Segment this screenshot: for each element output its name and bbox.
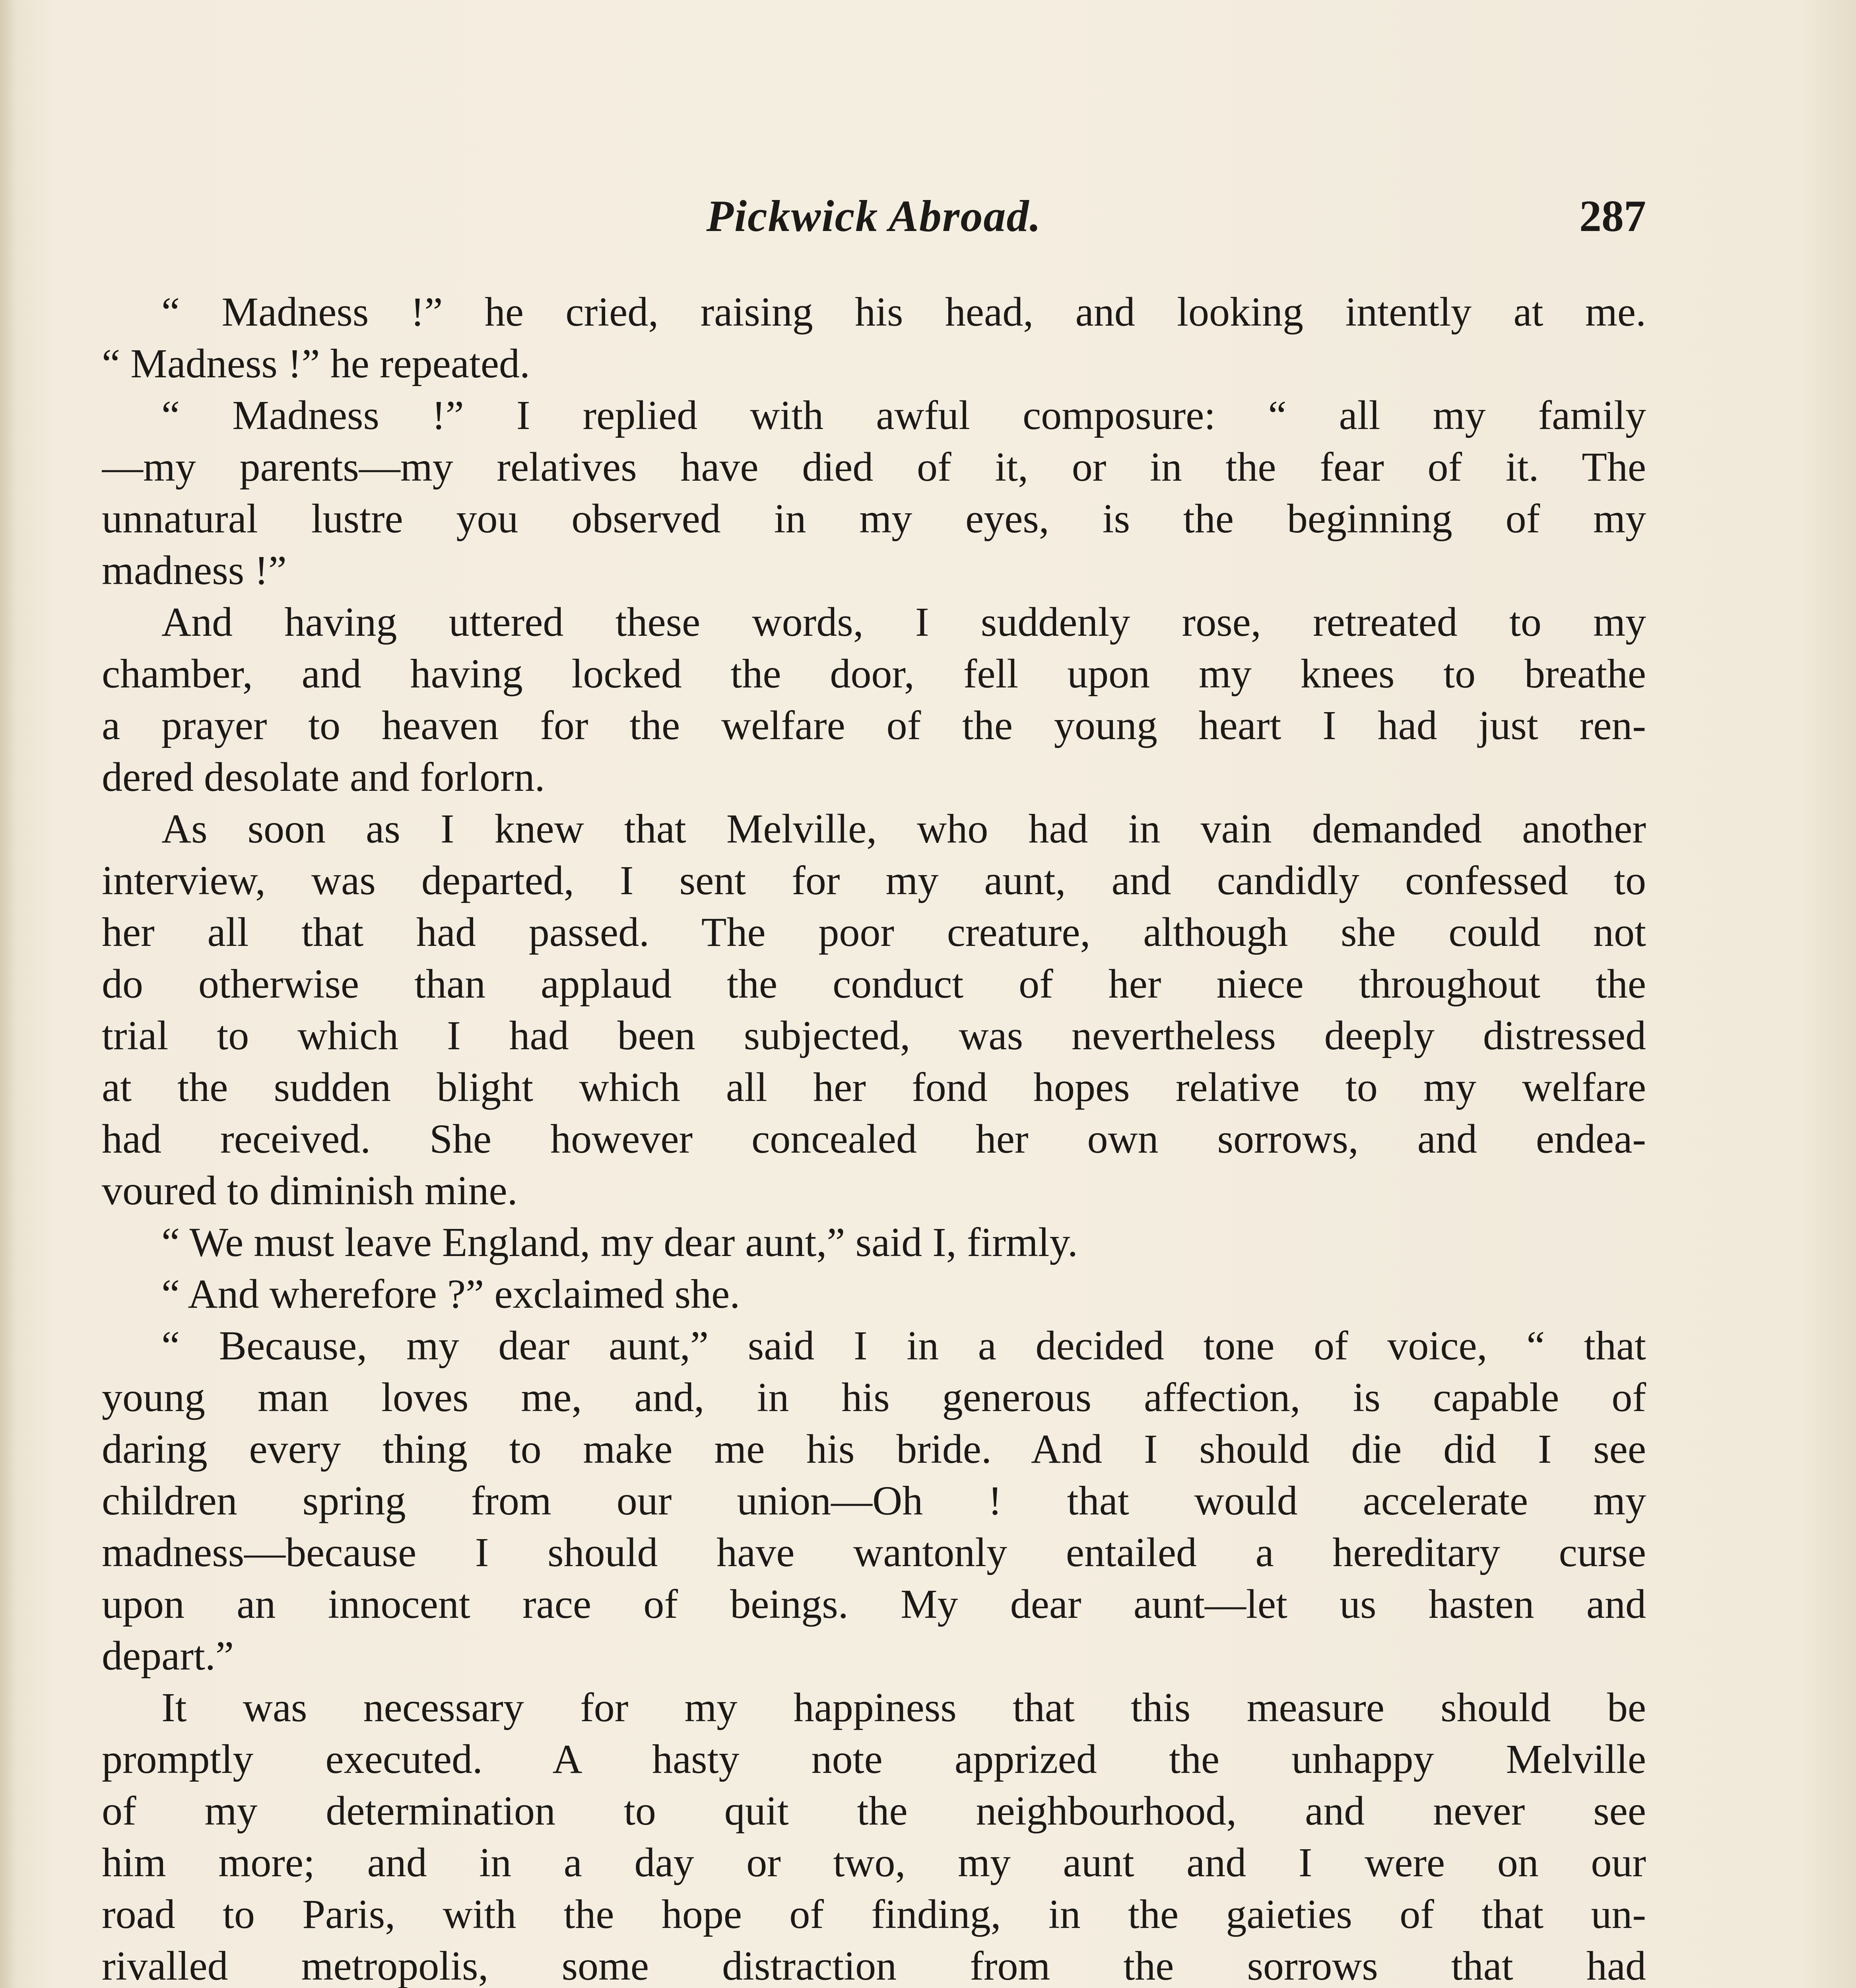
text-line: a prayer to heaven for the welfare of the young heart I had just ren- — [102, 703, 1646, 748]
text-line: “ Madness !” he cried, raising his head, and looking intently at me. — [161, 289, 1646, 335]
body-text — [102, 286, 1646, 1988]
text-line: “ Because, my dear aunt,” said I in a decided tone of voice, “ that — [161, 1323, 1646, 1369]
text-line: And having uttered these words, I suddenly rose, retreated to my — [161, 599, 1646, 645]
text-line: “ And wherefore ?” exclaimed she. — [161, 1271, 740, 1317]
text-line: —my parents—my relatives have died of it, or in the fear of it. The — [102, 444, 1646, 490]
text-line: depart.” — [102, 1633, 234, 1679]
page-header — [102, 191, 1646, 250]
page-number: 287 — [1579, 192, 1646, 241]
text-line: chamber, and having locked the door, fell upon my knees to breathe — [102, 651, 1646, 697]
text-line: madness—because I should have wantonly entailed a hereditary curse — [102, 1530, 1646, 1575]
text-line: children spring from our union—Oh ! that would accelerate my — [102, 1478, 1646, 1524]
text-line: As soon as I knew that Melville, who had in vain demanded another — [161, 806, 1646, 852]
text-line: madness !” — [102, 547, 287, 593]
text-line: do otherwise than applaud the conduct of her niece throughout the — [102, 961, 1646, 1007]
running-title: Pickwick Abroad. — [706, 192, 1042, 241]
text-line: interview, was departed, I sent for my aunt, and candidly confessed to — [102, 858, 1646, 903]
text-line: young man loves me, and, in his generous affection, is capable of — [102, 1375, 1646, 1420]
text-line: him more; and in a day or two, my aunt and I were on our — [102, 1840, 1646, 1885]
text-line: “ Madness !” I replied with awful composure: “ all my family — [161, 392, 1646, 438]
text-line: her all that had passed. The poor creature, although she could not — [102, 909, 1646, 955]
text-line: dered desolate and forlorn. — [102, 754, 545, 800]
text-line: It was necessary for my happiness that this measure should be — [161, 1685, 1646, 1730]
text-line: voured to diminish mine. — [102, 1168, 518, 1213]
text-line: “ Madness !” he repeated. — [102, 341, 530, 386]
text-line: road to Paris, with the hope of finding, in the gaieties of that un- — [102, 1891, 1646, 1937]
text-line: of my determination to quit the neighbourhood, and never see — [102, 1788, 1646, 1834]
text-line: trial to which I had been subjected, was nevertheless deeply distressed — [102, 1013, 1646, 1058]
text-line: had received. She however concealed her own sorrows, and endea- — [102, 1116, 1646, 1162]
text-line: promptly executed. A hasty note apprized the unhappy Melville — [102, 1736, 1646, 1782]
text-line: “ We must leave England, my dear aunt,” said I, firmly. — [161, 1219, 1078, 1265]
text-line: at the sudden blight which all her fond hopes relative to my welfare — [102, 1064, 1646, 1110]
text-line: unnatural lustre you observed in my eyes, is the beginning of my — [102, 496, 1646, 542]
text-line: rivalled metropolis, some distraction from the sorrows that had — [102, 1943, 1646, 1988]
text-line: upon an innocent race of beings. My dear aunt—let us hasten and — [102, 1581, 1646, 1627]
text-line: daring every thing to make me his bride. And I should die did I see — [102, 1426, 1646, 1472]
page-edge-shadow — [0, 0, 16, 1988]
